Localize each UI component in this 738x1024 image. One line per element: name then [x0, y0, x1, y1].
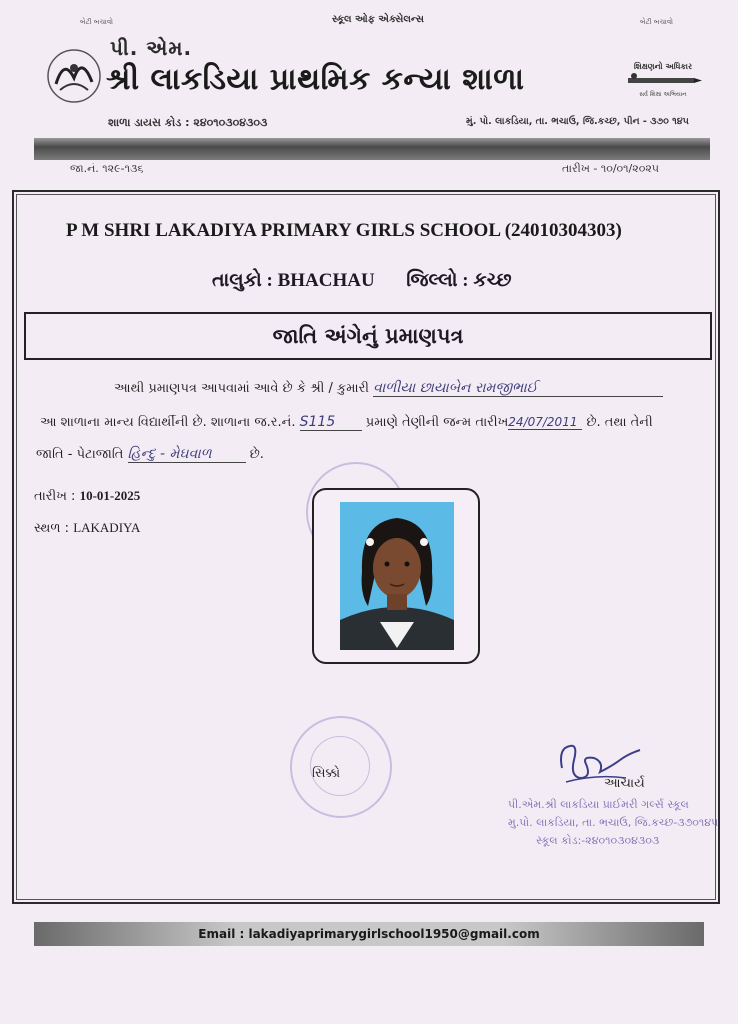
district-value: કચ્છ [473, 270, 512, 291]
body-line-2 [40, 414, 653, 431]
district-label: જિલ્લો : [406, 270, 469, 291]
rte-logo-sub: સર્વ શિક્ષા અભિયાન [639, 91, 687, 98]
header-band [34, 138, 710, 160]
school-logo [46, 48, 102, 104]
body-line-1 [114, 380, 663, 397]
line1-prefix: આથી પ્રમાણપત્ર આપવામાં આવે છે કે શ્રી / કુમારી [114, 381, 370, 396]
student-photo [340, 502, 454, 650]
body-line-3 [36, 446, 264, 463]
issue-place [34, 520, 140, 536]
stamp-line-2: મુ.પો. લાકડિયા, તા. ભચાઉ, જિ.કચ્છ-૩૭૦૧૪૫ [508, 816, 719, 829]
rte-logo [622, 62, 704, 106]
line3-suffix: છે. [249, 447, 264, 462]
line2-mid: પ્રમાણે તેણીની જન્મ તારીખ [365, 415, 509, 430]
issue-date [34, 488, 140, 504]
footer-email: Email : lakadiyaprimarygirlschool1950@gmail.com [198, 927, 540, 941]
stamp-line-3: સ્કૂલ કોડ:-૨૪૦૧૦૩૦૪૩૦૩ [536, 834, 660, 847]
school-seal-stamp [290, 716, 392, 818]
top-center-tag: સ્કૂલ ઓફ એક્સેલન્સ [332, 14, 425, 25]
seal-label: સિક્કો [312, 766, 341, 781]
birth-date: 24/07/2011 [508, 415, 582, 430]
taluka-district-line [212, 270, 512, 292]
issue-date-value: 10-01-2025 [79, 488, 141, 503]
header-date: તારીખ - ૧૦/૦૧/૨૦૨૫ [562, 162, 660, 175]
reference-number: જા.નં. ૧૨૯-૧૩૬ [70, 162, 144, 175]
gr-number: S115 [300, 414, 362, 431]
school-name: શ્રી લાકડિયા પ્રાથમિક કન્યા શાળા [106, 62, 525, 97]
top-left-tag: બેટી બચાવો [80, 18, 113, 26]
dise-code: શાળા ડાયસ કોડ : ૨૪૦૧૦૩૦૪૩૦૩ [108, 116, 268, 129]
footer-band [34, 922, 704, 946]
line2-suffix: છે. તથા તેની [586, 415, 653, 430]
school-address: મું. પો. લાકડિયા, તા. ભચાઉ, જિ.કચ્છ, પીન - ૩૭૦ ૧૪૫ [466, 116, 689, 127]
caste-value: હિન્દુ - મેઘવાળ [128, 446, 246, 463]
taluka-label: તાલુકો : [212, 270, 273, 291]
taluka-value: BHACHAU [277, 270, 375, 291]
top-right-tag: બેટી બચાવો [640, 18, 673, 26]
certificate-school-title: P M SHRI LAKADIYA PRIMARY GIRLS SCHOOL (24010304303) [66, 220, 622, 241]
issue-place-label: સ્થળ : [34, 521, 70, 536]
principal-label: આચાર્ય [604, 776, 645, 791]
stamp-line-1: પી.એમ.શ્રી લાકડિયા પ્રાઈમરી ગર્લ્સ સ્કૂલ [508, 798, 689, 811]
line3-prefix: જાતિ - પેટાજાતિ [36, 447, 124, 462]
rte-logo-title: શિક્ષણનો અધિકાર [633, 62, 693, 71]
school-prefix: પી. એમ. [110, 36, 193, 60]
line2-prefix: આ શાળાના માન્ય વિદ્યાર્થીની છે. શાળાના જ.ર.નં. [40, 415, 296, 430]
issue-date-label: તારીખ : [34, 489, 76, 504]
student-name: વાળીયા છાયાબેન રામજીભાઈ [373, 380, 663, 397]
pencil-icon [622, 73, 704, 87]
issue-place-value: LAKADIYA [73, 520, 141, 535]
certificate-heading [24, 312, 712, 360]
certificate-heading-text: જાતિ અંગેનું પ્રમાણપત્ર [272, 323, 464, 348]
